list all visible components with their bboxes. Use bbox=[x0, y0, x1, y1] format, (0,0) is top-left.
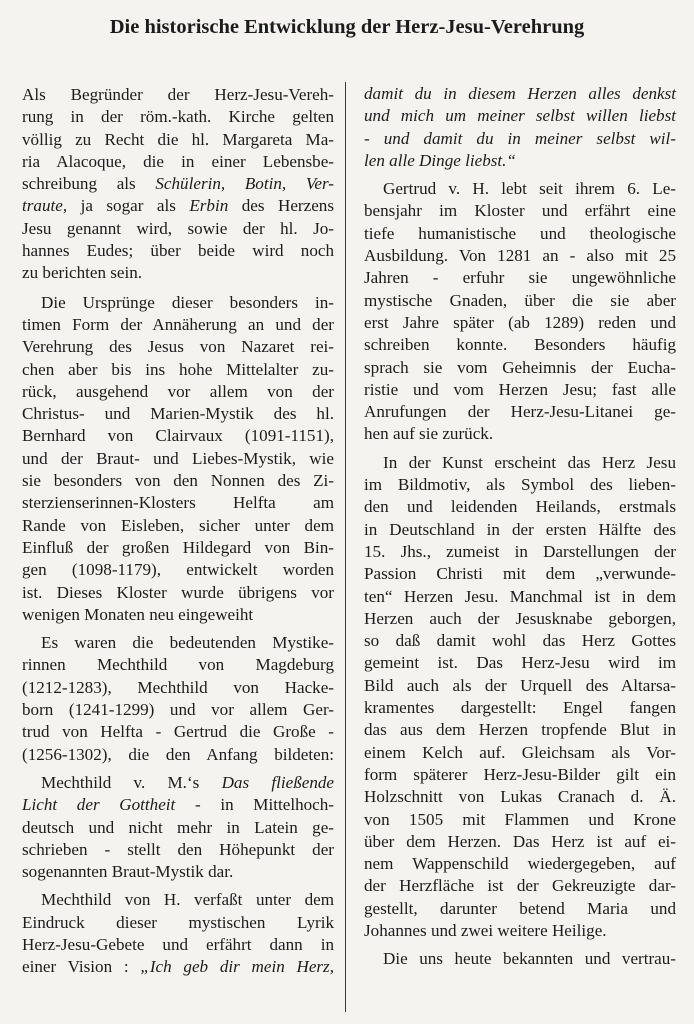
left-column bbox=[22, 84, 334, 979]
text-line: 15. Jhs., zumeist in Darstellungen der bbox=[364, 541, 676, 561]
text-line: völlig zu Recht die hl. Margareta Ma- bbox=[22, 129, 334, 149]
text-line: mystische Gnaden, über die sie aber bbox=[364, 290, 676, 310]
text-segment: Schülerin, Botin, Ver- bbox=[155, 174, 334, 194]
paragraph-left-p4 bbox=[22, 772, 334, 883]
text-line: das aus dem Herzen tropfende Blut in bbox=[364, 720, 676, 740]
text-line: Mechthild von H. verfaßt unter dem bbox=[41, 890, 334, 910]
text-line: und mich um meiner selbst willen liebst bbox=[364, 106, 676, 126]
text-line: Herzen auch der Jesusknabe geborgen, bbox=[364, 608, 676, 628]
text-line: gestellt, darunter betend Maria und bbox=[364, 898, 676, 918]
text-line: sprach sie vom Geheimnis der Eucha- bbox=[364, 357, 676, 377]
text-segment: ja sogar als bbox=[67, 196, 190, 216]
text-line: Einfluß der großen Hildegard von Bin- bbox=[22, 537, 334, 557]
text-line: chen aber bis ins hohe Mittelalter zu- bbox=[22, 359, 334, 379]
text-line: Bernhard von Clairvaux (1091-1151), bbox=[22, 426, 334, 446]
text-line: rück, ausgehend vor allem von der bbox=[22, 381, 334, 401]
text-line: ria Alacoque, die in einer Lebensbe- bbox=[22, 151, 334, 171]
text-line: Es waren die bedeutenden Mystike- bbox=[41, 633, 334, 653]
text-line: Johannes und zwei weitere Heilige. bbox=[364, 920, 607, 940]
text-line: gemeint ist. Das Herz-Jesu wird im bbox=[364, 653, 676, 673]
text-line: und der Braut- und Liebes-Mystik, wie bbox=[22, 448, 334, 468]
text-line: ristie und vom Herzen Jesu; fast alle bbox=[364, 379, 676, 399]
text-line: rung in der röm.-kath. Kirche gelten bbox=[22, 107, 334, 127]
text-line: schreiben konnte. Besonders häufig bbox=[364, 335, 676, 355]
text-line: deutsch und nicht mehr in Latein ge- bbox=[22, 817, 334, 837]
paragraph-right-q bbox=[364, 83, 676, 172]
page-title: Die historische Entwicklung der Herz-Jesu-Verehrung bbox=[109, 16, 585, 38]
paragraph-right-p2 bbox=[364, 452, 676, 943]
text-line: Die Ursprünge dieser besonders in- bbox=[41, 292, 334, 312]
paragraph-right-p3 bbox=[364, 948, 676, 970]
text-line bbox=[22, 173, 334, 195]
paragraph-left-p2 bbox=[22, 292, 334, 626]
text-line: so daß damit wohl das Herz Gottes bbox=[364, 631, 676, 651]
text-line bbox=[22, 956, 334, 978]
text-line: Bild auch als der Urquell des Altarsa- bbox=[364, 675, 676, 695]
text-line: (1212-1283), Mechthild von Hacke- bbox=[22, 677, 334, 697]
text-segment: Das fließende bbox=[221, 772, 335, 792]
text-line: der Herzfläche ist der Gekreuzigte dar- bbox=[364, 876, 676, 896]
text-line: den und leidenden Heilands, erstmals bbox=[364, 497, 676, 517]
text-line: Eindruck dieser mystischen Lyrik bbox=[22, 912, 334, 932]
text-line: bensjahr im Kloster und erfährt eine bbox=[364, 201, 676, 221]
text-line: form späterer Herz-Jesu-Bilder gilt ein bbox=[364, 764, 676, 784]
text-line: Ausbildung. Von 1281 an - also mit 25 bbox=[364, 246, 676, 266]
text-line: Anrufungen der Herz-Jesu-Litanei ge- bbox=[364, 402, 676, 422]
text-line: Als Begründer der Herz-Jesu-Vereh- bbox=[22, 85, 334, 104]
text-line: über dem Herzen. Das Herz ist auf ei- bbox=[364, 831, 676, 851]
text-line: Verehrung des Jesus von Nazaret rei- bbox=[22, 337, 334, 357]
text-line: hen auf sie zurück. bbox=[364, 424, 494, 444]
right-column bbox=[364, 83, 676, 971]
text-line: sie besonders von den Nonnen des Zi- bbox=[22, 471, 334, 491]
text-line: gen (1098-1179), entwickelt worden bbox=[22, 560, 334, 580]
text-line: in Deutschland in der ersten Hälfte des bbox=[364, 519, 676, 539]
text-line: ist. Dieses Kloster wurde übrigens vor bbox=[22, 582, 334, 602]
text-line bbox=[22, 195, 334, 217]
text-line: wenigen Monaten neu eingeweiht bbox=[22, 604, 254, 624]
text-line: sogenannten Braut-Mystik dar. bbox=[22, 862, 234, 882]
text-segment: Erbin bbox=[189, 196, 229, 216]
text-line: im Bildmotiv, als Symbol des lieben- bbox=[364, 475, 676, 495]
text-line bbox=[22, 772, 334, 794]
text-line: timen Form der Annäherung an und der bbox=[22, 314, 334, 334]
text-line: Jahren - erfuhr sie ungewöhnliche bbox=[364, 268, 676, 288]
text-line: sterzienserinnen-Klosters Helfta am bbox=[22, 493, 334, 513]
text-line: tiefe humanistische und theologische bbox=[364, 223, 676, 243]
text-line: Holzschnitt von Lukas Cranach d. Ä. bbox=[364, 787, 676, 807]
paragraph-left-p1 bbox=[22, 84, 334, 285]
text-segment: traute, bbox=[22, 196, 68, 216]
text-line: Die uns heute bekannten und vertrau- bbox=[383, 949, 676, 969]
text-line: schrieben - stellt den Höhepunkt der bbox=[22, 839, 334, 859]
text-line: Gertrud v. H. lebt seit ihrem 6. Le- bbox=[383, 179, 676, 199]
text-line: - und damit du in meiner selbst wil- bbox=[364, 128, 676, 148]
text-line: rinnen Mechthild von Magdeburg bbox=[22, 655, 334, 675]
column-divider bbox=[345, 82, 346, 1012]
text-line: von 1505 mit Flammen und Krone bbox=[364, 809, 676, 829]
text-line: damit du in diesem Herzen alles denkst bbox=[364, 84, 676, 103]
text-line: hannes Eudes; über beide wird noch bbox=[22, 241, 334, 261]
text-segment: einer Vision : bbox=[22, 957, 141, 977]
text-segment: „Ich geb dir mein Herz, bbox=[140, 957, 334, 977]
text-line: Passion Christi mit dem „verwunde- bbox=[364, 564, 676, 584]
text-segment: schreibung als bbox=[22, 174, 156, 194]
text-line: len alle Dinge liebst.“ bbox=[364, 150, 516, 170]
paragraph-left-p3 bbox=[22, 632, 334, 766]
text-line: In der Kunst erscheint das Herz Jesu bbox=[383, 452, 676, 472]
text-line: Christus- und Marien-Mystik des hl. bbox=[22, 404, 334, 424]
text-line: born (1241-1299) und vor allem Ger- bbox=[22, 700, 334, 720]
text-line: einem Kelch auf. Gleichsam als Vor- bbox=[364, 742, 676, 762]
text-line: Jesu genannt wird, sowie der hl. Jo- bbox=[22, 218, 334, 238]
text-line: Rande von Eisleben, sicher unter dem bbox=[22, 515, 334, 535]
text-line: nem Wappenschild wiedergegeben, auf bbox=[364, 854, 676, 874]
paragraph-gap bbox=[22, 285, 334, 292]
paragraph-right-p1 bbox=[364, 178, 676, 446]
text-line: (1256-1302), die den Anfang bildeten: bbox=[22, 744, 334, 764]
text-segment: Licht der Gottheit bbox=[22, 795, 176, 815]
text-line: erst Jahre später (ab 1289) reden und bbox=[364, 312, 676, 332]
text-line: zu berichten sein. bbox=[22, 263, 143, 283]
text-line: Herz-Jesu-Gebete und erfährt dann in bbox=[22, 934, 334, 954]
text-line: ten“ Herzen Jesu. Manchmal ist in dem bbox=[364, 586, 676, 606]
text-segment: - in Mittelhoch- bbox=[175, 795, 334, 815]
text-line bbox=[22, 794, 334, 816]
text-line: trud von Helfta - Gertrud die Große - bbox=[22, 722, 334, 742]
text-segment: des Herzens bbox=[228, 196, 334, 216]
text-line: kramentes dargestellt: Engel fangen bbox=[364, 698, 676, 718]
text-segment: Mechthild v. M.‘s bbox=[41, 772, 222, 792]
paragraph-left-p5 bbox=[22, 889, 334, 978]
